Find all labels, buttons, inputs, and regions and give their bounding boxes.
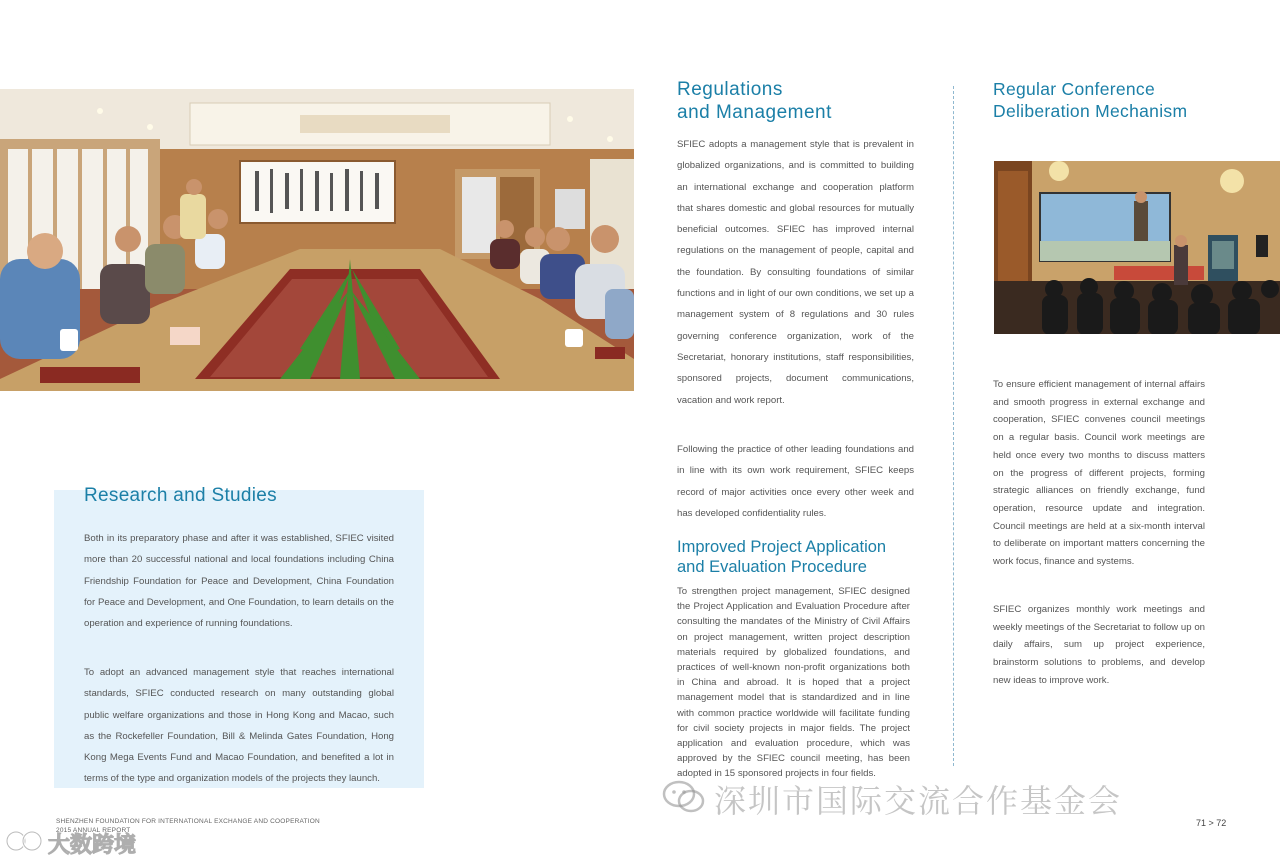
regulations-heading-line-2: and Management [677, 102, 832, 123]
conference-paragraph-2: SFIEC organizes monthly work meetings and weekly meetings of the Secretariat to follow up on daily affairs, sum up project experience, brainstorm solutions to problems, and develop new ideas to improve work. [993, 604, 1205, 686]
regulations-paragraph-1: SFIEC adopts a management style that is prevalent in globalized organizations, and is committed to building an international exchange and cooperation platform that shares domestic and global resources for mutually beneficial outcomes. SFIEC has improved internal regulations on the management of people, capital and the foundation. By consulting foundations of similar functions and in light of our own conditions, we set up a management system of 8 regulations and 30 rules governing conference organization, work of the Secretariat, honorary institutions, staff responsibilities, sponsored projects, document communications, vacation and work report. [677, 139, 914, 406]
conference-photo [994, 161, 1280, 334]
conference-heading-line-1: Regular Conference [993, 79, 1156, 99]
column-divider [953, 86, 954, 766]
regulations-heading [677, 78, 917, 124]
watermark-foundation-name: 深圳市国际交流合作基金会 [714, 782, 1123, 820]
wechat-watermark [662, 776, 1122, 822]
wechat-icon [662, 780, 706, 819]
meeting-room-photo [0, 89, 634, 391]
brand-watermark-text: 大数跨境 [48, 833, 137, 858]
footer-org-line-1: SHENZHEN FOUNDATION FOR INTERNATIONAL EXCHANGE AND COOPERATION [56, 818, 320, 825]
page-number: 71 > 72 [1196, 818, 1227, 828]
project-paragraph-1: To strengthen project management, SFIEC designed the Project Application and Evaluation Procedure after consulting the mandates of the Ministry of Civil Affairs on project management, written project description materials required by globalized foundations, and practices of well-known non-profit organizations both in China and abroad. It is hoped that a project management model that is standardized and in line with common practice worldwide will facilitate funding for civil society projects in major fields. The project application and evaluation procedure, which was approved by the SFIEC council meeting, has been adopted in 15 sponsored projects in four fields. [677, 586, 910, 780]
regulations-paragraph-2: Following the practice of other leading foundations and in line with its own work requirement, SFIEC keeps record of major activities once every other week and has developed confidentiality rules. [677, 444, 914, 519]
conference-heading-line-2: Deliberation Mechanism [993, 101, 1188, 121]
project-heading-line-2: and Evaluation Procedure [677, 557, 867, 576]
footer-org-line-2: 2015 ANNUAL REPORT [56, 827, 131, 834]
project-heading [677, 538, 939, 577]
research-paragraph-2: To adopt an advanced management style that reaches international standards, SFIEC conducted research on many outstanding global public welfare organizations and those in Hong Kong and Macao, such as the Rockefeller Foundation, Bill & Melinda Gates Foundation, Hong Kong Mega Events Fund and Macao Foundation, and benefited a lot in terms of the type and organization models of the projects they launch. [84, 667, 394, 785]
research-paragraph-1: Both in its preparatory phase and after it was established, SFIEC visited more than 20 successful national and local foundations including China Friendship Foundation for Peace and Development, China Foundation for Peace and Development, and One Foundation, to learn details on the operation and experience of running foundations. [84, 533, 394, 630]
project-heading-line-1: Improved Project Application [677, 538, 887, 556]
brand-watermark [4, 828, 136, 859]
brand-logo-icon [4, 828, 44, 859]
conference-paragraph-1: To ensure efficient management of internal affairs and smooth progress in external exchange and cooperation, SFIEC convenes council meetings on a regular basis. Council work meetings are held once every two months to discuss matters on the progress of different projects, forming strategic alliances on friendly exchange, fund operation, resource update and integration. Council meetings are held at a six-month interval to deliberate on important matters concerning the work focus, finance and systems. [993, 379, 1205, 568]
regulations-heading-line-1: Regulations [677, 79, 783, 100]
research-heading: Research and Studies [84, 485, 277, 506]
conference-heading [993, 78, 1253, 122]
